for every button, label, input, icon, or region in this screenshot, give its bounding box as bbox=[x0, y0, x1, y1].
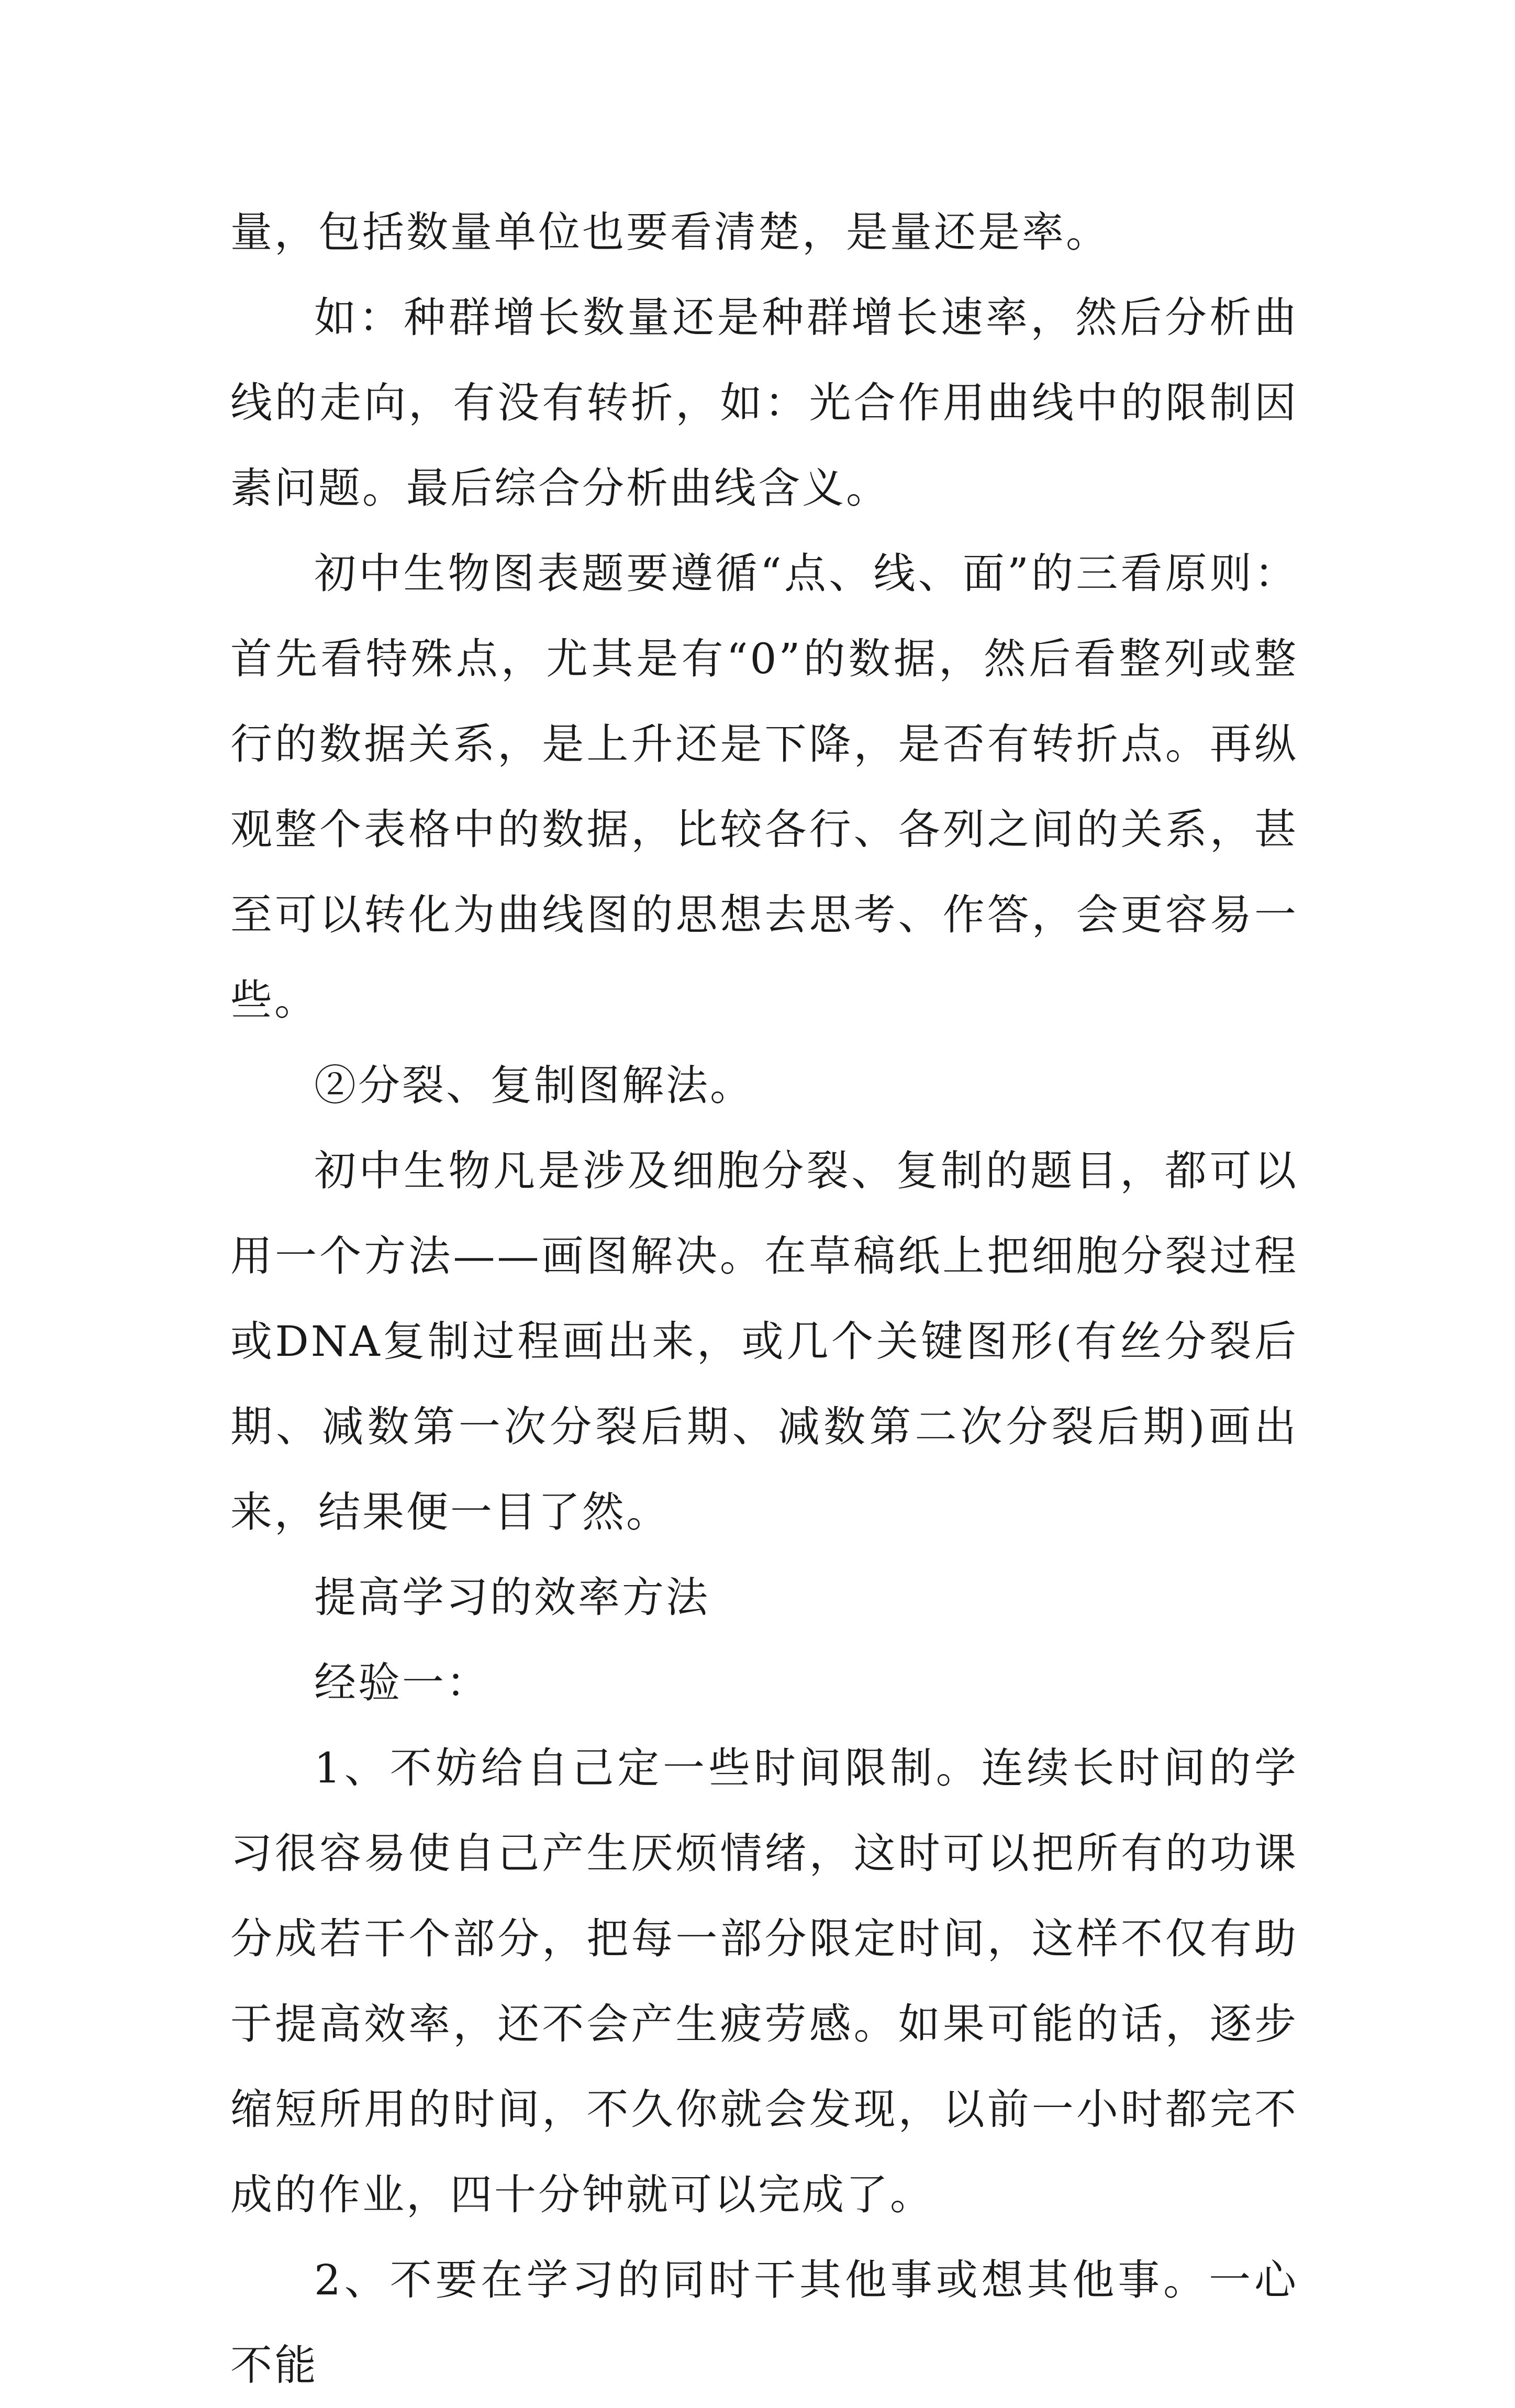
paragraph: ②分裂、复制图解法。 bbox=[314, 1061, 754, 1110]
paragraph: 初中生物凡是涉及细胞分裂、复制的题目，都可以用一个方法——画图解决。在草稿纸上把细胞分裂过程或DNA复制过程画出来，或几个关键图形(有丝分裂后期、减数第一次分裂后期、减数第二次分裂后期)画出来，结果便一目了然。 bbox=[230, 1146, 1298, 1536]
subsection-heading: 经验一： bbox=[314, 1658, 490, 1707]
paragraph: 量，包括数量单位也要看清楚，是量还是率。 bbox=[230, 208, 1110, 257]
paragraph: 2、不要在学习的同时干其他事或想其他事。一心不能 bbox=[230, 2256, 1298, 2390]
document-body bbox=[230, 189, 1298, 2408]
paragraph: 初中生物图表题要遵循“点、线、面”的三看原则：首先看特殊点，尤其是有“0”的数据，然后看整列或整行的数据关系，是上升还是下降，是否有转折点。再纵观整个表格中的数据，比较各行、各列之间的关系，甚至可以转化为曲线图的思想去思考、作答，会更容易一些。 bbox=[230, 549, 1298, 1024]
section-heading: 提高学习的效率方法 bbox=[314, 1573, 710, 1622]
paragraph: 1、不妨给自己定一些时间限制。连续长时间的学习很容易使自己产生厌烦情绪，这时可以把所有的功课分成若干个部分，把每一部分限定时间，这样不仅有助于提高效率，还不会产生疲劳感。如果可能的话，逐步缩短所用的时间，不久你就会发现，以前一小时都完不成的作业，四十分钟就可以完成了。 bbox=[230, 1744, 1298, 2219]
paragraph: 如：种群增长数量还是种群增长速率，然后分析曲线的走向，有没有转折，如：光合作用曲线中的限制因素问题。最后综合分析曲线含义。 bbox=[230, 293, 1298, 512]
